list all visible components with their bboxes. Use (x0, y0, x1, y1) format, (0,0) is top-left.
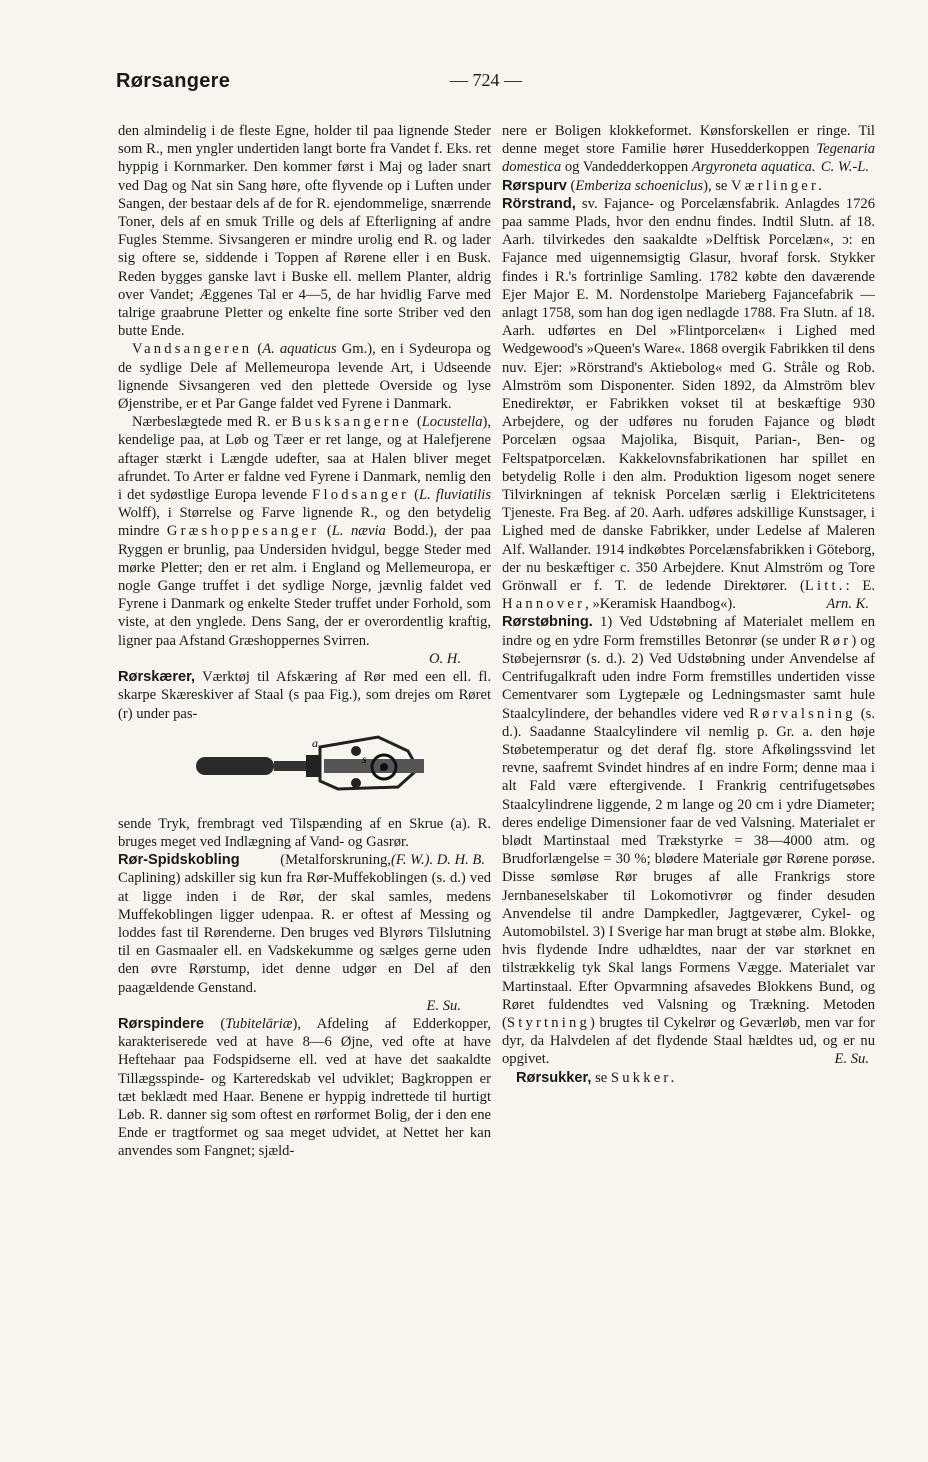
sivsanger-paragraph: den almindelig i de fleste Egne, holder til paa lignende Steder som R., men yngler undertiden langt borte fra Vandet f. Eks. ret hyppig i Kornmarker. Den kommer først i Maj og lader snart ved Dag og Nat sin Sang høre, ofte flyvende op i Luften under Sangen, der bestaar dels af de for R. ejendommelige, snærrende Toner, dels af en smuk Trille og dels af Efterligning af andre Fugles Stemme. Sivsangeren er mindre urolig end R. og lader sig oftere se, siddende i Toppen af Rørene eller i en Busk. Reden bygges ganske lavt i Buske ell. mellem Planter, aldrig over Vandet; Æggenes Tal er 4—5, de har hvidlig Farve med talrige graabrune Pletter og enkelte fine sorte Striber ved den butte Ende. (118, 123, 491, 340)
left-column (118, 122, 491, 1161)
headword: Rørskærer, (118, 669, 196, 686)
rorskaerer-continuation: sende Tryk, frembragt ved Tilspænding af en Skrue (a). R. bruges meget ved Indlægning af Vand- og Gasrør. (F. W.). D. H. B. (118, 815, 491, 869)
headword: Rørstøbning. (502, 614, 593, 631)
entry-rorskaerer: Rørskærer, Værktøj til Afskæring af Rør med een ell. fl. skarpe Skæreskiver af Staal (s paa Fig.), som drejes om Røret (r) under pas- (118, 669, 491, 722)
pipe-cutter-illustration (188, 729, 438, 805)
label-r: r (380, 761, 385, 774)
label-s: s (362, 751, 367, 766)
headword: Rörstrand, (502, 195, 576, 212)
vandsanger-paragraph: Vandsangeren (A. aquaticus Gm.), en i Sydeuropa og de sydlige Dele af Mellemeuropa levende Art, i Udseende lignende Sivsangeren ved den plettede Overside og lyse Øjenstribe, er et Par Gange faldet ved Fyrene i Danmark. (118, 341, 491, 413)
signature: (F. W.). D. H. B. (390, 852, 485, 869)
signature: C. W.-L. (820, 159, 869, 176)
entry-rorstrand: Rörstrand, sv. Fajance- og Porcelænsfabrik. Anlagdes 1726 paa samme Plads, hvor den endnu findes. Indtil Slutn. af 18. Aarh. tilvirkedes den saakaldte »Delftisk Porcelæn«, ɔ: en Fajance med uigennemsigtig Glasur, hvoraf forsk. Stykker findes i R.'s fortrinlige Samling. 1782 købte den daværende Ejer Major E. M. Nordenstolpe Marieberg Fajancefabrik — anlagt 1758, som han dog igen nedlagde 1788. Fra Slutn. af 18. Aarh. udførtes en Del »Flintporcelæn« i Lighed med Wedgewood's »Queen's Ware«. 1868 overgik Fabrikken til dens nuv. Ejer: »Rörstrand's Aktiebolog« med G. Stråle og Rob. Almström som Disponenter. Siden 1892, da Almström blev Enedirektør, er Fabrikken vokset til at beskæftige 930 Arbejdere, og der udføres nu foruden Fajance og blødt Porcelæn ogsaa Majolika, Bisquit, Parian-, Ben- og Feltspatporcelæn. Kakkelovnsfabrikationen har spillet en betydelig Rolle i den alm. Produktion ligesom noget senere Tilvirkningen af teknisk Porcelæn særlig i Elektricitetens Tjeneste. Fra Beg. af 20. Aarh. udføres adskillige Kunstsager, i Lighed med de danske Fabrikker, under Ledelse af Maleren Alf. Wallander. 1914 indkøbtes Porcelænsfabrikken i Göteborg, der nu beskæftiger c. 350 Arbejdere. Knut Almström og Tore Grönwall er f. T. de ledende Direktører. (Litt.: E. Hannover, »Keramisk Haandbog«). Arn. K. (502, 195, 875, 613)
entry-rorspurv: Rørspurv (Emberiza schoeniclus), se Værlinger. (502, 177, 826, 194)
headword: Rørspurv (502, 177, 567, 194)
signature: O. H. (428, 650, 461, 667)
busksanger-paragraph: Nærbeslægtede med R. er Busksangerne (Locustella), kendelige paa, at Løb og Tæer er ret lange, og at Halefjerene aftager stærkt i Længde udefter, saa at Halen bliver meget afrundet. To Arter er faldne ved Fyrene i Danmark, nemlig den i det sydøstlige Europa levende Flodsanger (L. fluviatilis Wolff), i Størrelse og Farve lignende R., og den betydelig mindre Græshoppesanger (L. nævia Bodd.), der paa Ryggen er brunlig, paa Undersiden hvidgul, begge Steder med mørke Pletter; den er ret alm. i England og Mellemeuropa, er nogle Gange truffet i det sydlige Norge, jævnlig faldet ved Fyrene i Danmark og enkelte Steder truffet under Forhold, som viste, at den ynglede. Dens Sang, der er overordentlig kraftig, ligner paa Afstand Græshoppernes Svirren. (118, 414, 492, 649)
signature: E. Su. (834, 1051, 869, 1068)
page-number: — 724 — (450, 70, 522, 90)
rorspindere-continuation: nere er Boligen klokkeformet. Kønsforskellen er ringe. Til denne meget store Familie hører Husedderkoppen Tegenaria domestica og Vandedderkoppen Argyroneta aquatica. C. W.-L. (502, 123, 875, 176)
entry-rorspidskobling: Rør-Spidskobling (Metalforskruning, Caplining) adskiller sig kun fra Rør-Muffekoblingen (s. d.) ved at ligge inden i de Rør, der skal samles, medens Muffekoblingen ligger udenpaa. R. er oftest af Messing og loddes fast til Rørenderne. Den bruges ved Blyrørs Tilslutning til en Gasmaaler ell. en Vadskekumme og sælges gerne uden den øvre Rørstump, idet denne udgør en Del af den paagældende Genstand. (118, 852, 491, 996)
page-header (116, 64, 806, 100)
running-head: Rørsangere (116, 70, 231, 92)
headword: Rørsukker, (516, 1069, 592, 1086)
headword: Rør-Spidskobling (118, 852, 240, 869)
label-a: a (312, 735, 318, 750)
entry-rorsukker: Rørsukker, se Sukker. (516, 1069, 678, 1086)
pipe-cutter-figure (118, 729, 491, 809)
headword: Rørspindere (118, 1015, 204, 1032)
entry-rorstobning: Rørstøbning. 1) Ved Udstøbning af Materialet mellem en indre og en ydre Form fremstilles Betonrør (se under Rør) og Støbejernsrør (s. d.). 2) Ved Udstøbning under Anvendelse af Centrifugalkraft uden indre Form fremstilles undertiden visse Cementvarer som Lygtepæle og Ledningsmaster samt hule Staalcylindere, der behandles videre ved Rørvalsning (s. d.). Saadanne Staalcylindere vil nemlig p. Gr. a. den høje Støbetemperatur og det deraf flg. store Afkølingssvind let revne, saafremt Svindet hindres af en indre Form; denne maa i alt Fald være eftergivende. I Frankrig centrifugetsøbes Staalcylindrene liggende, 2 m lange og 20 cm i ydre Diameter; deres endelige Dimensioner faar de ved Valsning. Materialet er blødt Martinstaal med Trækstyrke = 38—4000 atm. og Brudforlængelse = 30 %; blødere Materiale gør Rørene porøse. Disse sømløse Rør bruges af alle Frankrigs store Jernbaneselskaber til Lokomotivrør og finder desuden Anvendelse til andre Dampkedler, Jagtgeværer, Cykel- og Automobilstel. 3) I Sverige har man brugt at støbe alm. Blokke, hvis flydende Indre udhældtes, naar der var størknet en tilstrækkelig tyk Skal langs Formens Vægge. Materialet var Martinstaal. Efter Opvarmning afsavedes Blokkens Bund, og Røret fuldendtes ved Valsning og Trækning. Metoden (Styrtning) brugtes til Cykelrør og Geværløb, men var for dyr, da Halvdelen af det flydende Staal hældtes ud, og er nu opgivet. E. Su. (502, 614, 876, 1068)
signature: E. Su. (426, 997, 461, 1014)
entry-rorspindere: Rørspindere (Tubitelāriæ), Afdeling af Edderkopper, karakteriserede ved at have 8—6 Øjne, ved ofte at have Heftehaar paa Fodspidserne ell. ved at have det saakaldte Tillægsspinde- og Karteredskab vel udviklet; Bagkroppen er tæt beklædt med Haar. Benene er hyppig indrettede til hurtigt Løb. R. danner sig som oftest en rørformet Bolig, der i den ene Ende er tragtformet og saa meget udvidet, at Nettet her kan anvendes som Fangnet; sjæld- (118, 1015, 492, 1160)
signature: Arn. K. (826, 596, 869, 613)
right-column (502, 122, 875, 1087)
